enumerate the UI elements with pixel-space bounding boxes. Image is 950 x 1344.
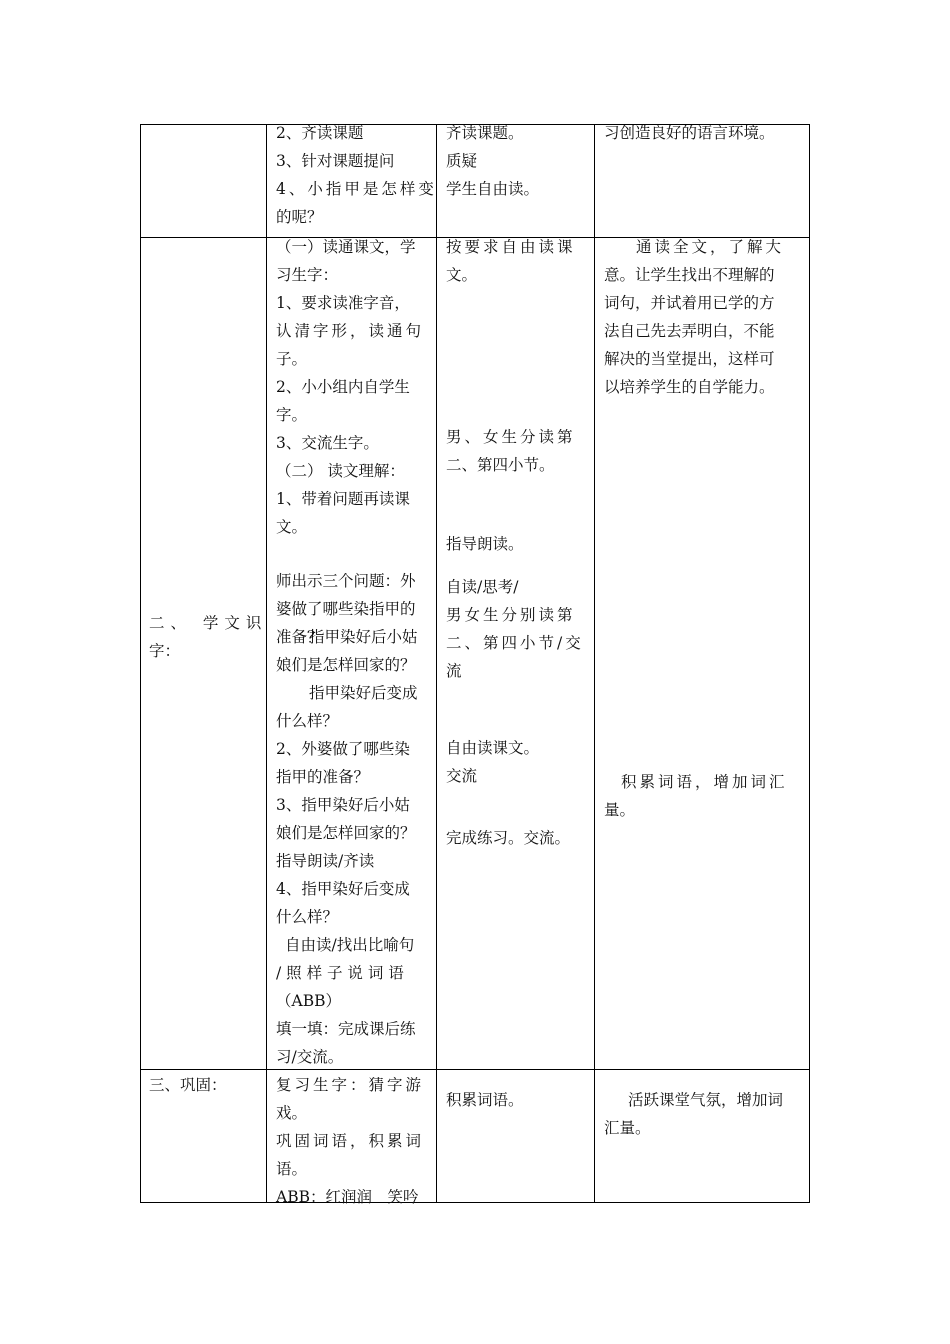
row2-step-line: 习生字： (276, 266, 339, 284)
row2-intent-line: 量。 (604, 801, 636, 819)
row2-step-line: 娘们是怎样回家的？ (276, 656, 416, 674)
row1-student-line: 质疑 (446, 152, 478, 170)
row2-student-line: 自读/思考/ (446, 578, 519, 596)
row3-step-line: ABB：红润润 笑吟 (276, 1188, 419, 1206)
row2-student-line: 指导朗读。 (446, 535, 524, 553)
row2-step-line: 子。 (276, 350, 308, 368)
row2-step-line: 认清字形，读通句 (276, 322, 425, 340)
row2-student-line: 按要求自由读课 (446, 238, 576, 256)
row2-intent-line: 积累词语，增加词汇 (621, 773, 788, 791)
row3-step-line: 巩固词语，积累词 (276, 1132, 425, 1150)
row2-step-line: 娘们是怎样回家的？ (276, 824, 416, 842)
row2-student-line: 自由读课文。 (446, 739, 540, 757)
row2-step-line: 指甲的准备？ (276, 768, 370, 786)
row2-step-line: 2、小小组内自学生 (276, 378, 410, 396)
row2-step-line: 准备？ (276, 628, 323, 646)
row2-intent-line: 通读全文，了解大 (636, 238, 785, 256)
section-label-3: 三、巩固： (149, 1076, 227, 1094)
row-divider-2 (140, 1069, 810, 1070)
row2-step-line: 指甲染好后变成 (309, 684, 418, 702)
row2-step-line: 什么样？ (276, 712, 339, 730)
row2-step-line: 文。 (276, 518, 308, 536)
row2-step-line: 1、带着问题再读课 (276, 490, 410, 508)
row2-step-line: 3、指甲染好后小姑 (276, 796, 410, 814)
row2-step-line: 指导朗读/齐读 (276, 852, 375, 870)
table-border-left (140, 124, 141, 1203)
row1-student-line: 学生自由读。 (446, 180, 540, 198)
row3-step-line: 复习生字：猜字游 (276, 1076, 425, 1094)
row2-step-line: 1、要求读准字音， (276, 294, 410, 312)
row2-step-line: 3、交流生字。 (276, 434, 379, 452)
row2-step-line: 4、指甲染好后变成 (276, 880, 410, 898)
row3-intent-line: 汇量。 (604, 1119, 651, 1137)
row3-student-line: 积累词语。 (446, 1091, 524, 1109)
row2-student-line: 男女生分别读第 (446, 606, 576, 624)
row2-step-line: 自由读/找出比喻句 (285, 936, 415, 954)
row2-step-line: 填一填：完成课后练 (276, 1020, 416, 1038)
row2-intent-line: 法自己先去弄明白，不能 (604, 322, 775, 340)
row1-step-line: 2、齐读课题 (276, 124, 364, 142)
column-divider-2 (436, 124, 437, 1203)
row1-step-line: 3、针对课题提问 (276, 152, 395, 170)
row2-step-line: 2、外婆做了哪些染 (276, 740, 410, 758)
row2-step-line: （一）读通课文，学 (276, 238, 416, 256)
row2-step-line: / 照 样 子 说 词 语 (276, 964, 404, 982)
section-label-2: 二、 学文识 (149, 614, 268, 632)
table-border-right (809, 124, 810, 1203)
row1-intent-line: 习创造良好的语言环境。 (604, 124, 775, 142)
row2-intent-line: 以培养学生的自学能力。 (604, 378, 775, 396)
row2-intent-line: 词句，并试着用已学的方 (604, 294, 775, 312)
section-label-2-cont: 字： (149, 642, 181, 660)
row2-student-line: 二、第四小节。 (446, 456, 555, 474)
row1-step-line: 的呢？ (276, 208, 323, 226)
row2-student-line: 男、女生分读第 (446, 428, 576, 446)
table-border-bottom (140, 1202, 810, 1203)
row2-student-line: 交流 (446, 767, 478, 785)
column-divider-3 (594, 124, 595, 1203)
row3-step-line: 戏。 (276, 1104, 308, 1122)
row1-student-line: 齐读课题。 (446, 124, 524, 142)
row2-step-line: 习/交流。 (276, 1048, 344, 1066)
row1-step-line: 4、小指甲是怎样变 (276, 180, 437, 198)
column-divider-1 (266, 124, 267, 1203)
row2-step-line: 婆做了哪些染指甲的 (276, 600, 416, 618)
row2-step-line: （ABB） (276, 992, 341, 1010)
row2-step-line: 师出示三个问题：外 (276, 572, 416, 590)
row2-student-line: 流 (446, 662, 462, 680)
row2-student-line: 文。 (446, 266, 478, 284)
row2-step-line: 指甲染好后小姑 (309, 628, 418, 646)
row3-step-line: 语。 (276, 1160, 308, 1178)
row2-step-line: 什么样？ (276, 908, 339, 926)
row2-intent-line: 意。让学生找出不理解的 (604, 266, 775, 284)
row2-intent-line: 解决的当堂提出，这样可 (604, 350, 775, 368)
row3-intent-line: 活跃课堂气氛，增加词 (628, 1091, 784, 1109)
row2-step-line: 字。 (276, 406, 308, 424)
row2-student-line: 二、第四小节/交 (446, 634, 584, 652)
row2-step-line: （二） 读文理解： (276, 462, 405, 480)
row2-student-line: 完成练习。交流。 (446, 829, 571, 847)
